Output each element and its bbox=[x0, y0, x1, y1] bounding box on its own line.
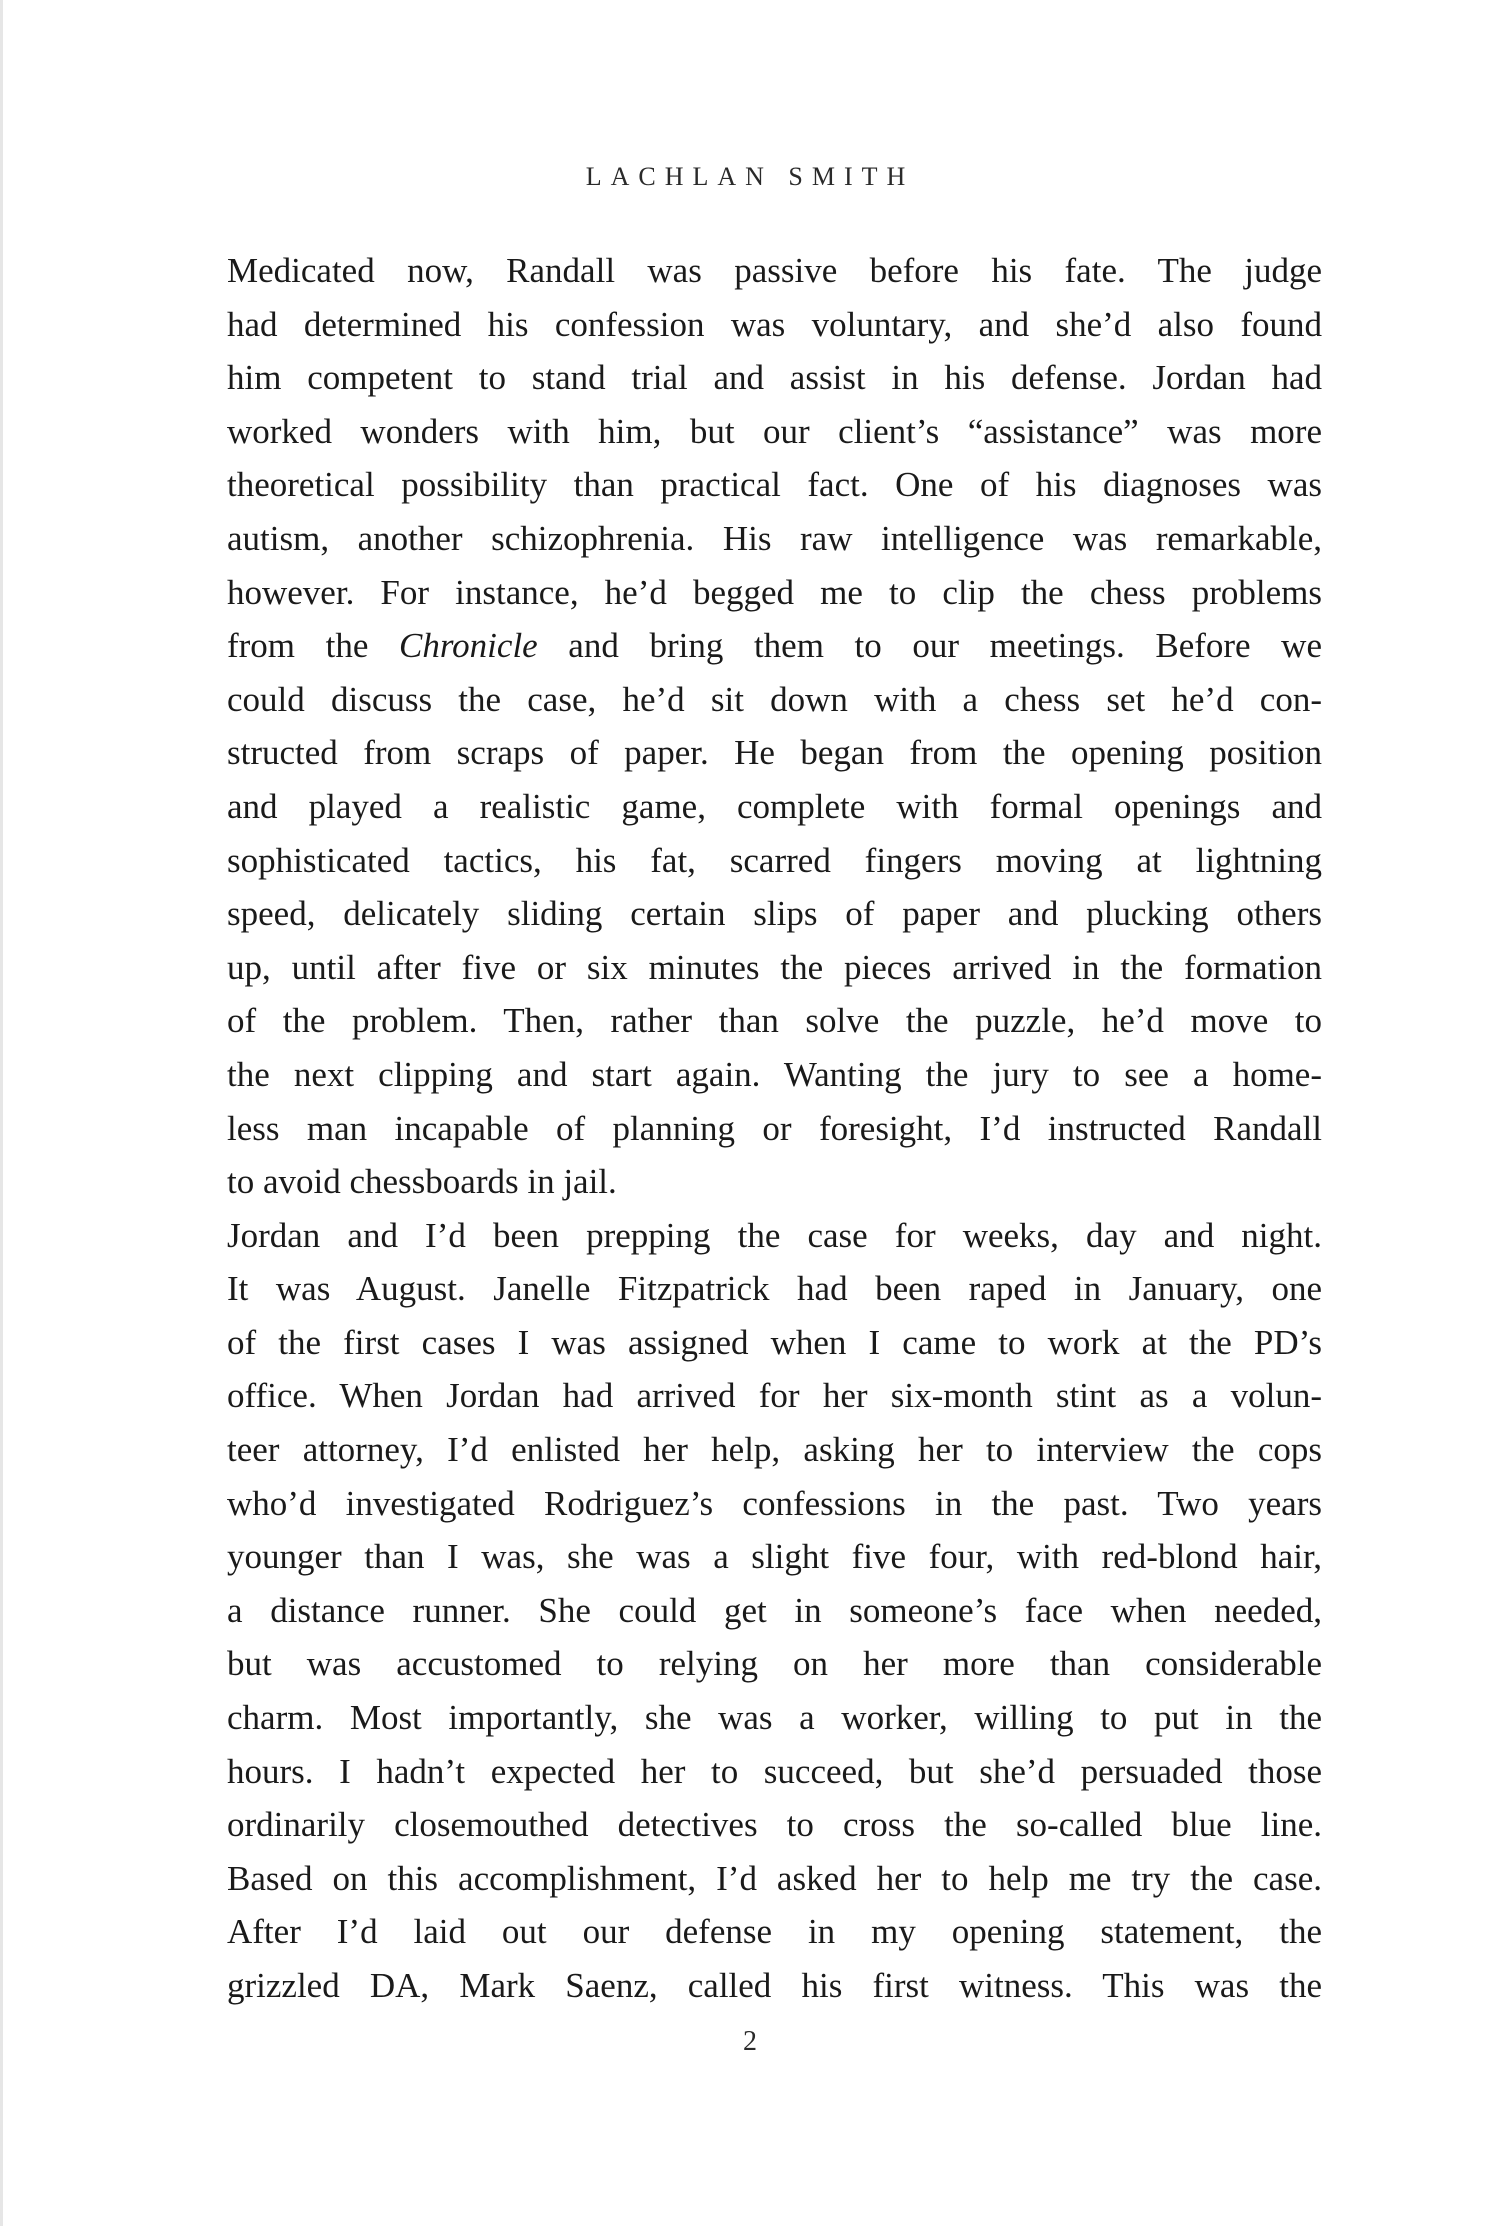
text-line: charm. Most importantly, she was a worker, willing to put in the bbox=[227, 1698, 1322, 1738]
page-number: 2 bbox=[743, 2026, 757, 2057]
text-line: younger than I was, she was a slight five four, with red-blond hair, bbox=[227, 1537, 1322, 1577]
page-edge bbox=[0, 0, 3, 2226]
text-line: structed from scraps of paper. He began from the opening position bbox=[227, 733, 1322, 773]
text-line: however. For instance, he’d begged me to clip the chess problems bbox=[227, 572, 1322, 612]
text-line: ordinarily closemouthed detectives to cross the so-called blue line. bbox=[227, 1805, 1322, 1845]
text-line: grizzled DA, Mark Saenz, called his first witness. This was the bbox=[227, 1966, 1322, 2005]
text-line: After I’d laid out our defense in my opening statement, the bbox=[227, 1912, 1322, 1952]
text-line: worked wonders with him, but our client’s “assistance” was more bbox=[227, 411, 1322, 451]
text-line: It was August. Janelle Fitzpatrick had been raped in January, one bbox=[227, 1269, 1322, 1309]
newspaper-title: Chronicle bbox=[399, 626, 538, 666]
text-line: autism, another schizophrenia. His raw intelligence was remarkable, bbox=[227, 518, 1322, 558]
text-line: less man incapable of planning or foresight, I’d instructed Randall bbox=[227, 1108, 1322, 1148]
text-line: office. When Jordan had arrived for her six-month stint as a volun- bbox=[227, 1376, 1322, 1416]
body-text bbox=[227, 244, 1322, 2013]
text-line: Jordan and I’d been prepping the case for weeks, day and night. bbox=[227, 1215, 1322, 1255]
running-head: LACHLAN SMITH bbox=[585, 162, 915, 191]
text-run: from the bbox=[227, 626, 400, 666]
text-line: speed, delicately sliding certain slips of paper and plucking others bbox=[227, 894, 1322, 934]
text-line: could discuss the case, he’d sit down with a chess set he’d con- bbox=[227, 679, 1322, 719]
text-line: had determined his confession was voluntary, and she’d also found bbox=[227, 304, 1322, 344]
text-line: but was accustomed to relying on her more than considerable bbox=[227, 1644, 1322, 1684]
text-run: and bring them to our meetings. Before we bbox=[537, 626, 1322, 666]
text-line: and played a realistic game, complete with formal openings and bbox=[227, 786, 1322, 826]
text-line: who’d investigated Rodriguez’s confessions in the past. Two years bbox=[227, 1483, 1322, 1523]
text-line: Medicated now, Randall was passive before his fate. The judge bbox=[227, 251, 1322, 290]
text-line: theoretical possibility than practical fact. One of his diagnoses was bbox=[227, 465, 1322, 505]
text-line: a distance runner. She could get in someone’s face when needed, bbox=[227, 1590, 1322, 1630]
text-line: him competent to stand trial and assist in his defense. Jordan had bbox=[227, 358, 1322, 398]
text-line: to avoid chessboards in jail. bbox=[227, 1162, 617, 1202]
text-line: Based on this accomplishment, I’d asked her to help me try the case. bbox=[227, 1858, 1322, 1898]
text-line bbox=[227, 619, 1322, 673]
text-line: up, until after five or six minutes the pieces arrived in the formation bbox=[227, 947, 1322, 987]
text-line: of the problem. Then, rather than solve the puzzle, he’d move to bbox=[227, 1001, 1322, 1041]
text-line: teer attorney, I’d enlisted her help, asking her to interview the cops bbox=[227, 1430, 1322, 1470]
text-line: sophisticated tactics, his fat, scarred fingers moving at lightning bbox=[227, 840, 1322, 880]
text-line: of the first cases I was assigned when I came to work at the PD’s bbox=[227, 1322, 1322, 1362]
text-line: the next clipping and start again. Wanting the jury to see a home- bbox=[227, 1054, 1322, 1094]
text-line: hours. I hadn’t expected her to succeed, but she’d persuaded those bbox=[227, 1751, 1322, 1791]
